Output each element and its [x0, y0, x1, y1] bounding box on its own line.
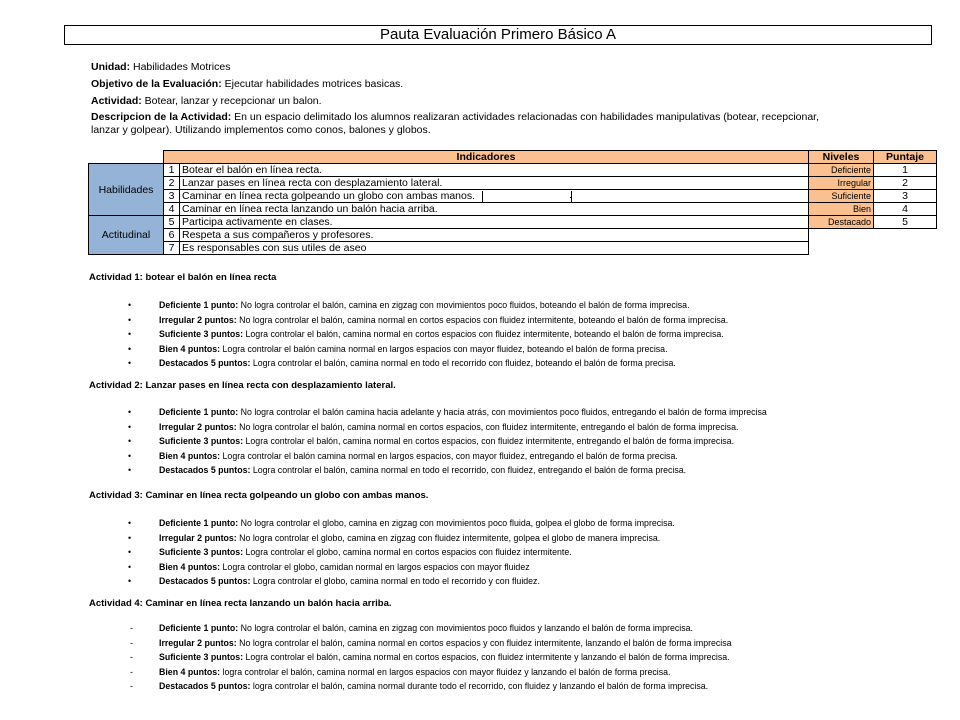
row-indicator [180, 190, 809, 203]
list-item: - Destacados 5 puntos: logra controlar el balón, camina normal durante todo el recorrido, con fluidez y lanzando el balón de forma imprecisa. [120, 679, 732, 694]
descripcion-label: Descripcion de la Actividad: [91, 111, 232, 123]
row-indicator: Participa activamente en clases. [180, 216, 809, 229]
unidad-line [91, 61, 831, 74]
section-title-actividad-1: Actividad 1: botear el balón en línea recta [89, 272, 277, 283]
row-nivel: Deficiente [809, 164, 874, 177]
table-row [89, 242, 937, 255]
list-item: • Irregular 2 puntos: No logra controlar el balón, camina normal en cortos espacios con fluidez intermitente, boteando el balón de forma imprecisa. [120, 313, 728, 328]
row-number: 5 [164, 216, 180, 229]
bullet: - [130, 681, 133, 691]
list-item: • Suficiente 3 puntos: Logra controlar el balón, camina normal en cortos espacios, con fluidez intermitente, entregando el balón de forma imprecisa. [120, 434, 767, 449]
bullet: • [128, 576, 132, 586]
list-item: • Deficiente 1 punto: No logra controlar el balón camina hacia adelante y hacia atrás, con movimientos poco fluidos, entregando el balón de forma imprecisa [120, 405, 767, 420]
list-item: • Suficiente 3 puntos: Logra controlar el balón, camina normal en cortos espacios con fluidez intermitente, boteando el balón de forma imprecisa. [120, 327, 728, 342]
section-title-actividad-4: Actividad 4: Caminar en línea recta lanzando un balón hacia arriba. [89, 598, 392, 609]
actividad-value: Botear, lanzar y recepcionar un balon. [141, 95, 322, 107]
actividad-line [91, 95, 831, 108]
section-2-list [120, 405, 767, 478]
table-header-row [89, 151, 937, 164]
embedded-box [482, 188, 572, 202]
row-indicator: Es responsables con sus utiles de aseo [180, 242, 809, 255]
bullet: • [128, 465, 132, 475]
list-item: - Bien 4 puntos: logra controlar el balón, camina normal en largos espacios con mayor fluidez y lanzando el balón de forma precisa. [120, 665, 732, 680]
category-habilidades: Habilidades [89, 164, 164, 216]
row-nivel: Bien [809, 203, 874, 216]
bullet: • [128, 421, 132, 432]
row-number: 1 [164, 164, 180, 177]
row-puntaje: 5 [874, 216, 937, 229]
bullet: • [128, 358, 132, 368]
section-4-list [120, 621, 732, 694]
section-title-actividad-2: Actividad 2: Lanzar pases en línea recta con desplazamiento lateral. [89, 380, 396, 391]
row-indicator: Lanzar pases en línea recta con desplazamiento lateral. [180, 177, 809, 190]
indicators-table [88, 150, 937, 255]
row-number: 7 [164, 242, 180, 255]
section-1-list [120, 298, 728, 371]
row-number: 4 [164, 203, 180, 216]
bullet: • [128, 547, 132, 557]
list-item: • Irregular 2 puntos: No logra controlar el balón, camina normal en cortos espacios, con fluidez intermitente, entregando el balón de forma imprecisa. [120, 420, 767, 435]
section-title-actividad-3: Actividad 3: Caminar en línea recta golpeando un globo con ambas manos. [89, 490, 429, 501]
objetivo-label: Objetivo de la Evaluación: [91, 78, 222, 90]
list-item: • Deficiente 1 punto: No logra controlar el globo, camina en zigzag con movimientos poco fluida, golpea el globo de forma imprecisa. [120, 516, 675, 531]
table-row [89, 190, 937, 203]
bullet: - [130, 652, 133, 662]
table-row [89, 229, 937, 242]
list-item: - Deficiente 1 punto: No logra controlar el balón, camina en zigzag con movimientos poco fluidos y lanzando el balón de forma imprecisa. [120, 621, 732, 636]
list-item: • Bien 4 puntos: Logra controlar el balón camina normal en largos espacios con mayor fluidez, boteando el balón de forma precisa. [120, 342, 728, 357]
page-title: Pauta Evaluación Primero Básico A [64, 25, 932, 45]
list-item: • Destacados 5 puntos: Logra controlar el globo, camina normal en todo el recorrido y con fluidez. [120, 574, 675, 589]
unidad-label: Unidad: [91, 61, 131, 73]
bullet: - [130, 637, 133, 648]
list-item: • Bien 4 puntos: Logra controlar el balón camina normal en largos espacios, con mayor fluidez, entregando el balón de forma precisa. [120, 449, 767, 464]
bullet: • [128, 436, 132, 446]
bullet: • [128, 450, 132, 461]
section-3-list [120, 516, 675, 589]
row-nivel: Destacado [809, 216, 874, 229]
descripcion-value: En un espacio delimitado los alumnos realizaran actividades relacionadas con habilidades manipulativas (botear, recepcionar, lanzar y golpear). Utilizando implementos como conos, balones y globos. [91, 111, 819, 136]
list-item: • Destacados 5 puntos: Logra controlar el balón, camina normal en todo el recorrido con fluidez, boteando el balón de forma precisa. [120, 356, 728, 371]
row-nivel: Irregular [809, 177, 874, 190]
row-nivel: Suficiente [809, 190, 874, 203]
row-indicator-text: Caminar en línea recta golpeando un globo con ambas manos. [182, 190, 476, 202]
bullet: • [128, 343, 132, 354]
embedded-box-mark: . [568, 188, 572, 201]
bullet: • [128, 407, 132, 417]
table-row [89, 203, 937, 216]
row-indicator: Caminar en línea recta lanzando un balón hacia arriba. [180, 203, 809, 216]
descripcion-paragraph [91, 111, 831, 137]
table-row [89, 164, 937, 177]
row-indicator: Respeta a sus compañeros y profesores. [180, 229, 809, 242]
list-item: • Suficiente 3 puntos: Logra controlar el globo, camina normal en cortos espacios con fluidez intermitente. [120, 545, 675, 560]
header-niveles: Niveles [809, 151, 874, 164]
table-row [89, 177, 937, 190]
row-puntaje: 3 [874, 190, 937, 203]
list-item: - Irregular 2 puntos: No logra controlar el balón, camina normal en cortos espacios y con fluidez intermitente, lanzando el balón de forma imprecisa [120, 636, 732, 651]
category-actitudinal: Actitudinal [89, 216, 164, 255]
row-number: 6 [164, 229, 180, 242]
row-puntaje: 2 [874, 177, 937, 190]
objetivo-value: Ejecutar habilidades motrices basicas. [221, 78, 404, 90]
row-puntaje: 4 [874, 203, 937, 216]
list-item: • Bien 4 puntos: Logra controlar el globo, camidan normal en largos espacios con mayor fluidez [120, 560, 675, 575]
bullet: • [128, 518, 132, 528]
bullet: • [128, 561, 132, 572]
row-number: 3 [164, 190, 180, 203]
actividad-label: Actividad: [91, 95, 142, 107]
bullet: • [128, 532, 132, 543]
row-puntaje: 1 [874, 164, 937, 177]
objetivo-line [91, 78, 831, 91]
row-indicator: Botear el balón en línea recta. [180, 164, 809, 177]
header-puntaje: Puntaje [874, 151, 937, 164]
unidad-value: Habilidades Motrices [130, 61, 231, 73]
list-item: • Irregular 2 puntos: No logra controlar el globo, camina en zigzag con fluidez intermitente, golpea el globo de manera imprecisa. [120, 531, 675, 546]
bullet: • [128, 300, 132, 310]
bullet: - [130, 623, 133, 633]
table-row [89, 216, 937, 229]
bullet: • [128, 329, 132, 339]
list-item: - Suficiente 3 puntos: Logra controlar el balón, camina normal en cortos espacios, con fluidez intermitente y lanzando el balón de forma imprecisa. [120, 650, 732, 665]
list-item: • Deficiente 1 punto: No logra controlar el balón, camina en zigzag con movimientos poco fluidos, boteando el balón de forma imprecisa. [120, 298, 728, 313]
row-number: 2 [164, 177, 180, 190]
header-indicadores: Indicadores [164, 151, 809, 164]
bullet: - [130, 666, 133, 677]
bullet: • [128, 314, 132, 325]
list-item: • Destacados 5 puntos: Logra controlar el balón, camina normal en todo el recorrido, con fluidez, entregando el balón de forma precisa. [120, 463, 767, 478]
